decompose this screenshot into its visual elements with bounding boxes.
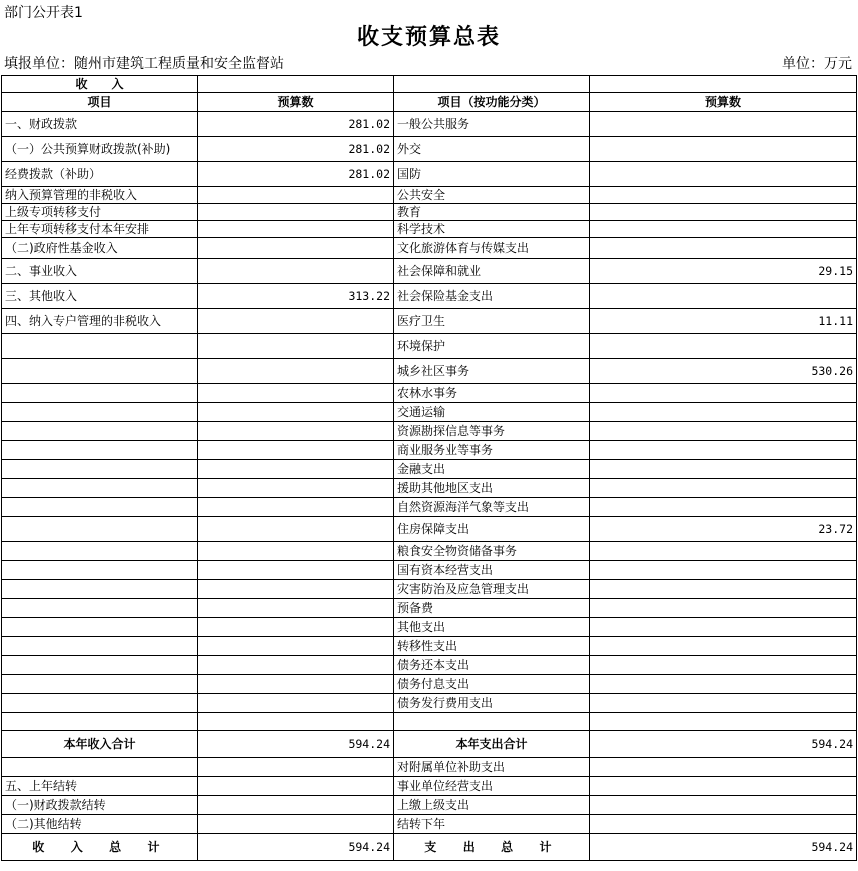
table-row — [2, 834, 857, 861]
expense-amount-cell — [590, 618, 857, 637]
reporting-unit: 填报单位：随州市建筑工程质量和安全监督站 — [4, 56, 284, 72]
expense-amount-cell — [590, 441, 857, 460]
income-item-cell: 本年收入合计 — [2, 731, 198, 758]
table-row — [2, 334, 857, 359]
expense-item-cell: 灾害防治及应急管理支出 — [394, 580, 590, 599]
table-row — [2, 187, 857, 204]
table-row — [2, 599, 857, 618]
expense-amount-cell — [590, 422, 857, 441]
income-item-cell — [2, 517, 198, 542]
expense-amount-cell — [590, 384, 857, 403]
income-amount-cell — [198, 238, 394, 259]
expense-amount-cell — [590, 656, 857, 675]
expense-amount-cell: 594.24 — [590, 834, 857, 861]
table-row — [2, 561, 857, 580]
income-item-cell — [2, 637, 198, 656]
expense-amount-cell: 594.24 — [590, 731, 857, 758]
expense-amount-cell — [590, 637, 857, 656]
income-item-cell — [2, 599, 198, 618]
income-item-cell — [2, 422, 198, 441]
expense-amount-cell — [590, 815, 857, 834]
income-amount-cell — [198, 422, 394, 441]
expense-item-cell: 上缴上级支出 — [394, 796, 590, 815]
income-item-cell: 经费拨款（补助） — [2, 162, 198, 187]
expense-item-cell: 对附属单位补助支出 — [394, 758, 590, 777]
income-amount-cell — [198, 713, 394, 731]
expense-item-cell: 国防 — [394, 162, 590, 187]
income-amount-cell — [198, 309, 394, 334]
table-row — [2, 731, 857, 758]
expense-item-cell: 医疗卫生 — [394, 309, 590, 334]
income-amount-cell — [198, 777, 394, 796]
income-amount-cell — [198, 542, 394, 561]
income-amount-cell — [198, 758, 394, 777]
expense-amount-cell — [590, 796, 857, 815]
income-item-cell — [2, 561, 198, 580]
income-item-cell — [2, 580, 198, 599]
income-amount-cell — [198, 637, 394, 656]
table-row — [2, 259, 857, 284]
income-amount-cell — [198, 187, 394, 204]
income-amount-cell — [198, 618, 394, 637]
expense-amount-cell — [590, 498, 857, 517]
income-amount-cell — [198, 359, 394, 384]
income-item-cell: （一)财政拨款结转 — [2, 796, 198, 815]
expense-amount-cell: 23.72 — [590, 517, 857, 542]
group-header-row — [2, 76, 857, 93]
expense-item-cell: 商业服务业等事务 — [394, 441, 590, 460]
table-row — [2, 713, 857, 731]
table-row — [2, 815, 857, 834]
expense-item-cell: 国有资本经营支出 — [394, 561, 590, 580]
table-row — [2, 359, 857, 384]
income-amount-cell: 281.02 — [198, 112, 394, 137]
table-row — [2, 517, 857, 542]
expense-amount-cell — [590, 599, 857, 618]
table-row — [2, 422, 857, 441]
expense-item-cell: 社会保险基金支出 — [394, 284, 590, 309]
expense-amount-cell — [590, 758, 857, 777]
income-item-cell — [2, 460, 198, 479]
expense-item-cell: 文化旅游体育与传媒支出 — [394, 238, 590, 259]
income-item-cell — [2, 618, 198, 637]
income-item-cell — [2, 403, 198, 422]
expense-item-cell: 粮食安全物资储备事务 — [394, 542, 590, 561]
expense-item-cell: 交通运输 — [394, 403, 590, 422]
expense-amount-cell — [590, 694, 857, 713]
income-item-cell: 二、事业收入 — [2, 259, 198, 284]
expense-item-cell: 预备费 — [394, 599, 590, 618]
column-header-row — [2, 93, 857, 112]
expense-item-header: 项目（按功能分类） — [394, 93, 590, 112]
expense-item-cell: 援助其他地区支出 — [394, 479, 590, 498]
income-amount-cell — [198, 334, 394, 359]
table-row — [2, 309, 857, 334]
income-amount-cell — [198, 460, 394, 479]
income-item-cell: （一）公共预算财政拨款(补助) — [2, 137, 198, 162]
expense-amount-cell — [590, 403, 857, 422]
income-amount-cell — [198, 675, 394, 694]
income-amount-cell: 594.24 — [198, 731, 394, 758]
income-amount-cell — [198, 580, 394, 599]
income-group-header: 收 入 — [2, 76, 198, 93]
income-item-cell — [2, 694, 198, 713]
table-row — [2, 284, 857, 309]
expense-amount-cell — [590, 221, 857, 238]
income-amount-cell — [198, 259, 394, 284]
table-row — [2, 618, 857, 637]
income-amount-cell: 313.22 — [198, 284, 394, 309]
table-row — [2, 238, 857, 259]
income-amount-cell — [198, 694, 394, 713]
income-item-cell — [2, 479, 198, 498]
income-item-cell: 纳入预算管理的非税收入 — [2, 187, 198, 204]
income-item-cell — [2, 441, 198, 460]
income-item-cell — [2, 359, 198, 384]
expense-amount-cell — [590, 204, 857, 221]
expense-item-cell — [394, 713, 590, 731]
income-amount-cell — [198, 517, 394, 542]
table-row — [2, 403, 857, 422]
expense-item-cell: 教育 — [394, 204, 590, 221]
page-title: 收支预算总表 — [356, 25, 501, 50]
table-row — [2, 580, 857, 599]
expense-item-cell: 住房保障支出 — [394, 517, 590, 542]
expense-amount-cell — [590, 238, 857, 259]
income-amount-cell — [198, 221, 394, 238]
income-item-cell: 三、其他收入 — [2, 284, 198, 309]
income-amount-cell — [198, 479, 394, 498]
table-row — [2, 694, 857, 713]
expense-amount-cell — [590, 777, 857, 796]
table-number-label: 部门公开表1 — [4, 5, 83, 21]
income-amount-cell — [198, 561, 394, 580]
expense-amount-cell — [590, 542, 857, 561]
income-amount-cell — [198, 656, 394, 675]
table-row — [2, 460, 857, 479]
expense-item-cell: 支 出 总 计 — [394, 834, 590, 861]
income-amount-cell — [198, 599, 394, 618]
table-row — [2, 498, 857, 517]
expense-item-cell: 一般公共服务 — [394, 112, 590, 137]
expense-amount-cell — [590, 713, 857, 731]
expense-item-cell: 债务还本支出 — [394, 656, 590, 675]
table-row — [2, 675, 857, 694]
income-item-cell — [2, 675, 198, 694]
table-row — [2, 162, 857, 187]
income-amount-cell — [198, 815, 394, 834]
income-item-cell — [2, 498, 198, 517]
expense-amount-cell — [590, 479, 857, 498]
expense-item-cell: 自然资源海洋气象等支出 — [394, 498, 590, 517]
income-item-header: 项目 — [2, 93, 198, 112]
income-item-cell: （二)其他结转 — [2, 815, 198, 834]
income-amount-header: 预算数 — [198, 93, 394, 112]
table-row — [2, 112, 857, 137]
expense-amount-cell — [590, 284, 857, 309]
income-item-cell: 五、上年结转 — [2, 777, 198, 796]
table-row — [2, 221, 857, 238]
expense-item-cell: 本年支出合计 — [394, 731, 590, 758]
income-item-cell — [2, 758, 198, 777]
table-row — [2, 204, 857, 221]
expense-item-cell: 农林水事务 — [394, 384, 590, 403]
income-amount-cell — [198, 204, 394, 221]
expense-amount-cell: 29.15 — [590, 259, 857, 284]
income-item-cell — [2, 334, 198, 359]
table-row — [2, 441, 857, 460]
income-item-cell: 上级专项转移支付 — [2, 204, 198, 221]
expense-amount-cell — [590, 460, 857, 479]
income-amount-cell: 281.02 — [198, 162, 394, 187]
table-row — [2, 758, 857, 777]
income-amount-cell — [198, 796, 394, 815]
expense-item-cell: 公共安全 — [394, 187, 590, 204]
income-amount-cell: 281.02 — [198, 137, 394, 162]
income-item-cell: 收 入 总 计 — [2, 834, 198, 861]
income-item-cell — [2, 384, 198, 403]
table-row — [2, 137, 857, 162]
expense-item-cell: 结转下年 — [394, 815, 590, 834]
budget-table — [1, 75, 857, 861]
income-amount-cell: 594.24 — [198, 834, 394, 861]
income-item-cell: 上年专项转移支付本年安排 — [2, 221, 198, 238]
table-row — [2, 637, 857, 656]
expense-item-cell: 转移性支出 — [394, 637, 590, 656]
expense-item-cell: 城乡社区事务 — [394, 359, 590, 384]
expense-amount-cell — [590, 580, 857, 599]
expense-amount-cell — [590, 112, 857, 137]
expense-amount-cell — [590, 187, 857, 204]
table-row — [2, 384, 857, 403]
expense-amount-cell — [590, 675, 857, 694]
income-item-cell: 一、财政拨款 — [2, 112, 198, 137]
expense-item-cell: 环境保护 — [394, 334, 590, 359]
expense-amount-cell: 11.11 — [590, 309, 857, 334]
expense-amount-cell — [590, 162, 857, 187]
expense-item-cell: 金融支出 — [394, 460, 590, 479]
expense-item-cell: 外交 — [394, 137, 590, 162]
expense-item-cell: 资源勘探信息等事务 — [394, 422, 590, 441]
table-row — [2, 479, 857, 498]
expense-amount-cell: 530.26 — [590, 359, 857, 384]
income-item-cell: （二)政府性基金收入 — [2, 238, 198, 259]
expense-item-cell: 债务付息支出 — [394, 675, 590, 694]
expense-amount-header: 预算数 — [590, 93, 857, 112]
income-item-cell — [2, 713, 198, 731]
income-amount-cell — [198, 403, 394, 422]
expense-amount-cell — [590, 561, 857, 580]
income-item-cell — [2, 542, 198, 561]
income-item-cell: 四、纳入专户管理的非税收入 — [2, 309, 198, 334]
expense-item-cell: 科学技术 — [394, 221, 590, 238]
table-row — [2, 542, 857, 561]
income-amount-cell — [198, 498, 394, 517]
income-amount-cell — [198, 441, 394, 460]
expense-item-cell: 事业单位经营支出 — [394, 777, 590, 796]
table-row — [2, 796, 857, 815]
expense-amount-cell — [590, 137, 857, 162]
expense-amount-cell — [590, 334, 857, 359]
expense-item-cell: 其他支出 — [394, 618, 590, 637]
income-item-cell — [2, 656, 198, 675]
table-row — [2, 777, 857, 796]
table-row — [2, 656, 857, 675]
expense-item-cell: 社会保障和就业 — [394, 259, 590, 284]
currency-unit: 单位：万元 — [782, 56, 852, 72]
income-amount-cell — [198, 384, 394, 403]
expense-item-cell: 债务发行费用支出 — [394, 694, 590, 713]
